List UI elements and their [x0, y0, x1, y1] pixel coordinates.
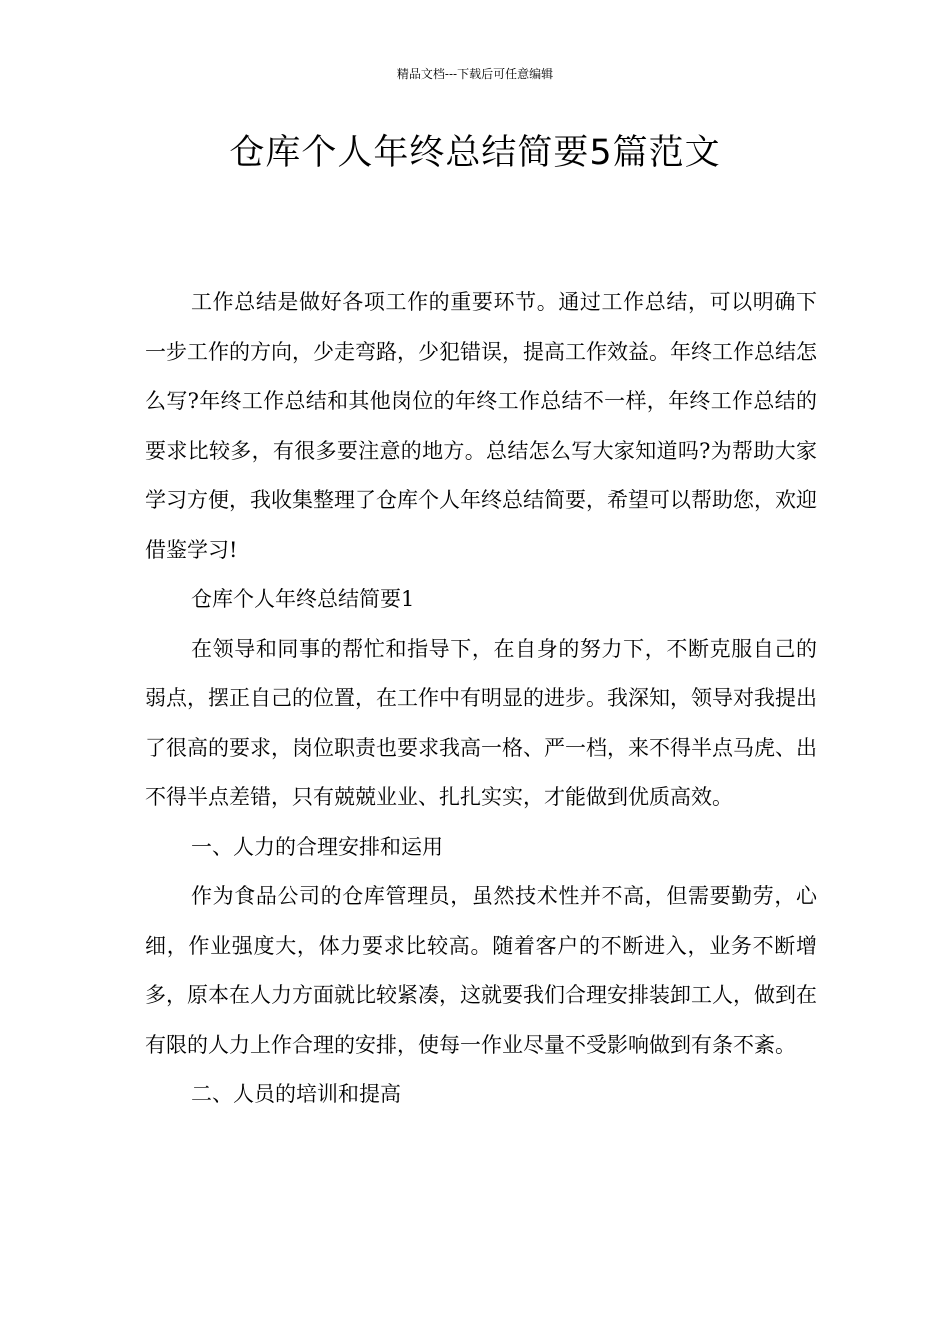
document-body	[145, 278, 817, 1120]
document-title: 仓库个人年终总结简要5篇范文	[229, 133, 721, 173]
body-paragraph: 在领导和同事的帮忙和指导下，在自身的努力下，不断克服自己的弱点，摆正自己的位置，在工作中有明显的进步。我深知，领导对我提出了很高的要求，岗位职责也要求我高一格、严一档，来不得半点马虎、出不得半点差错，只有兢兢业业、扎扎实实，才能做到优质高效。	[145, 636, 817, 809]
header-note: 精品文档---下载后可任意编辑	[396, 67, 554, 81]
subheading-1: 一、人力的合理安排和运用	[191, 834, 443, 859]
intro-paragraph: 工作总结是做好各项工作的重要环节。通过工作总结，可以明确下一步工作的方向，少走弯路，少犯错误，提高工作效益。年终工作总结怎么写?年终工作总结和其他岗位的年终工作总结不一样，年终工作总结的要求比较多，有很多要注意的地方。总结怎么写大家知道吗?为帮助大家学习方便，我收集整理了仓库个人年终总结简要，希望可以帮助您，欢迎借鉴学习!	[145, 290, 817, 562]
section-heading-1: 仓库个人年终总结简要1	[191, 587, 415, 611]
body-paragraph: 作为食品公司的仓库管理员，虽然技术性并不高，但需要勤劳，心细，作业强度大，体力要求比较高。随着客户的不断进入，业务不断增多，原本在人力方面就比较紧凑，这就要我们合理安排装卸工人，做到在有限的人力上作合理的安排，使每一作业尽量不受影响做到有条不紊。	[145, 884, 817, 1057]
subheading-2: 二、人员的培训和提高	[191, 1082, 401, 1106]
